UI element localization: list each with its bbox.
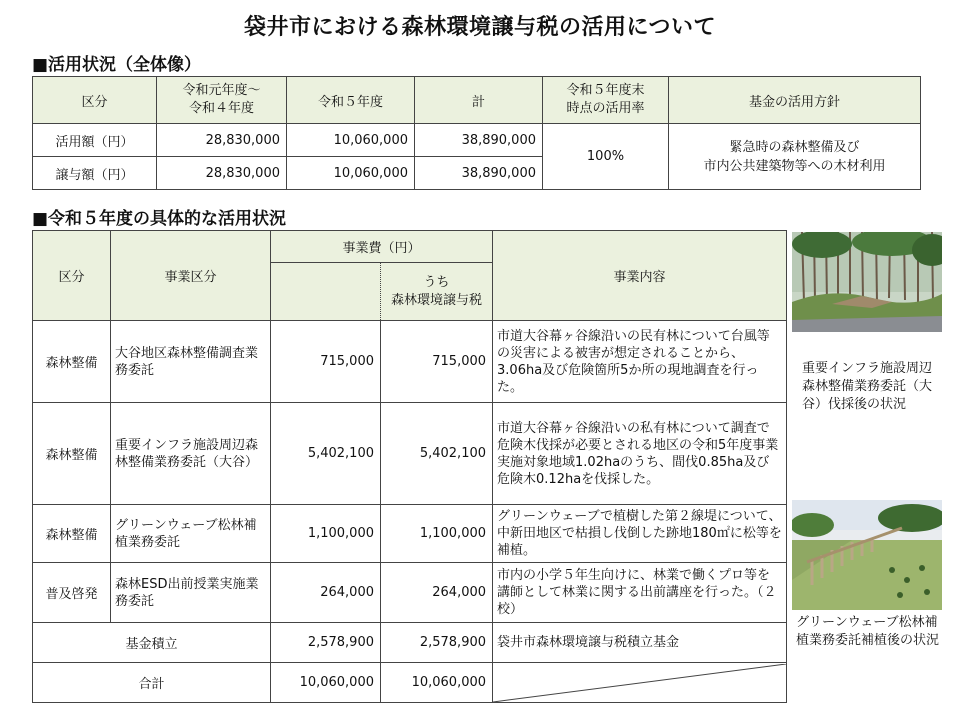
row4-category: 普及啓発 [33, 563, 111, 623]
row2-category: 森林整備 [33, 403, 111, 505]
detail-header-cost-blank [271, 263, 381, 321]
header-r1-r4: 令和元年度〜 令和４年度 [157, 77, 287, 124]
row2-content: 市道大谷幕ヶ谷線沿いの私有林について調査で危険木伐採が必要とされる地区の令和5年度事業実施対象地域1.02haのうち、間伐0.85ha及び危険木0.12haを伐採した。 [493, 403, 787, 505]
row-usage-label: 活用額（円） [33, 124, 157, 157]
header-rate: 令和５年度末 時点の活用率 [543, 77, 669, 124]
forest-photo-icon [792, 232, 942, 332]
row1-project: 大谷地区森林整備調査業務委託 [111, 321, 271, 403]
detail-header-project: 事業区分 [111, 231, 271, 321]
row1-category: 森林整備 [33, 321, 111, 403]
table-row [33, 623, 787, 663]
total-content-blank [493, 663, 787, 703]
detail-header-category: 区分 [33, 231, 111, 321]
table-row [33, 321, 787, 403]
row3-content: グリーンウェーブで植樹した第２線堤について、中新田地区で枯損し伐倒した跡地180㎡に松等を補植。 [493, 505, 787, 563]
detail-header-of-which: うち 森林環境譲与税 [381, 263, 493, 321]
usage-rate: 100% [543, 124, 669, 190]
row-usage-v2: 10,060,000 [287, 124, 415, 157]
row-transfer-v1: 28,830,000 [157, 157, 287, 190]
table-row [33, 505, 787, 563]
header-policy: 基金の活用方針 [669, 77, 921, 124]
photo1-caption: 重要インフラ施設周辺森林整備業務委託（大谷）伐採後の状況 [802, 361, 933, 412]
total-label: 合計 [33, 663, 271, 703]
header-total: 計 [415, 77, 543, 124]
row2-project: 重要インフラ施設周辺森林整備業務委託（大谷） [111, 403, 271, 505]
row-transfer-label: 譲与額（円） [33, 157, 157, 190]
row4-project: 森林ESD出前授業実施業務委託 [111, 563, 271, 623]
row2-cost: 5,402,100 [271, 403, 381, 505]
row-usage-v1: 28,830,000 [157, 124, 287, 157]
fund-cost: 2,578,900 [271, 623, 381, 663]
photo2-caption: グリーンウェーブ松林補植業務委託補植後の状況 [796, 615, 940, 648]
row1-tax: 715,000 [381, 321, 493, 403]
row-transfer-total: 38,890,000 [415, 157, 543, 190]
fund-label: 基金積立 [33, 623, 271, 663]
section-detail-heading: ■令和５年度の具体的な活用状況 [32, 209, 287, 229]
fund-content: 袋井市森林環境譲与税積立基金 [493, 623, 787, 663]
row3-category: 森林整備 [33, 505, 111, 563]
header-r5: 令和５年度 [287, 77, 415, 124]
fund-policy: 緊急時の森林整備及び 市内公共建築物等への木材利用 [669, 124, 921, 190]
detail-header-content: 事業内容 [493, 231, 787, 321]
page-title: 袋井市における森林環境譲与税の活用について [243, 15, 717, 40]
row4-content: 市内の小学５年生向けに、林業で働くプロ等を講師として林業に関する出前講座を行った。（２校） [493, 563, 787, 623]
table-row [33, 563, 787, 623]
table-row [33, 403, 787, 505]
header-category: 区分 [33, 77, 157, 124]
row4-tax: 264,000 [381, 563, 493, 623]
detail-header-cost: 事業費（円） [271, 231, 493, 263]
row4-cost: 264,000 [271, 563, 381, 623]
diagonal-line [493, 664, 786, 702]
row-transfer-v2: 10,060,000 [287, 157, 415, 190]
overall-table [32, 76, 921, 190]
total-tax: 10,060,000 [381, 663, 493, 703]
fund-tax: 2,578,900 [381, 623, 493, 663]
row-usage-total: 38,890,000 [415, 124, 543, 157]
section-overall-heading: ■活用状況（全体像） [32, 55, 202, 75]
detail-table [32, 230, 787, 703]
pine-planting-photo-icon [792, 500, 942, 610]
total-cost: 10,060,000 [271, 663, 381, 703]
row1-content: 市道大谷幕ヶ谷線沿いの民有林について台風等の災害による被害が想定されることから、3.06ha及び危険箇所5か所の現地調査を行った。 [493, 321, 787, 403]
row3-cost: 1,100,000 [271, 505, 381, 563]
row3-project: グリーンウェーブ松林補植業務委託 [111, 505, 271, 563]
row1-cost: 715,000 [271, 321, 381, 403]
row3-tax: 1,100,000 [381, 505, 493, 563]
row2-tax: 5,402,100 [381, 403, 493, 505]
table-row [33, 663, 787, 703]
